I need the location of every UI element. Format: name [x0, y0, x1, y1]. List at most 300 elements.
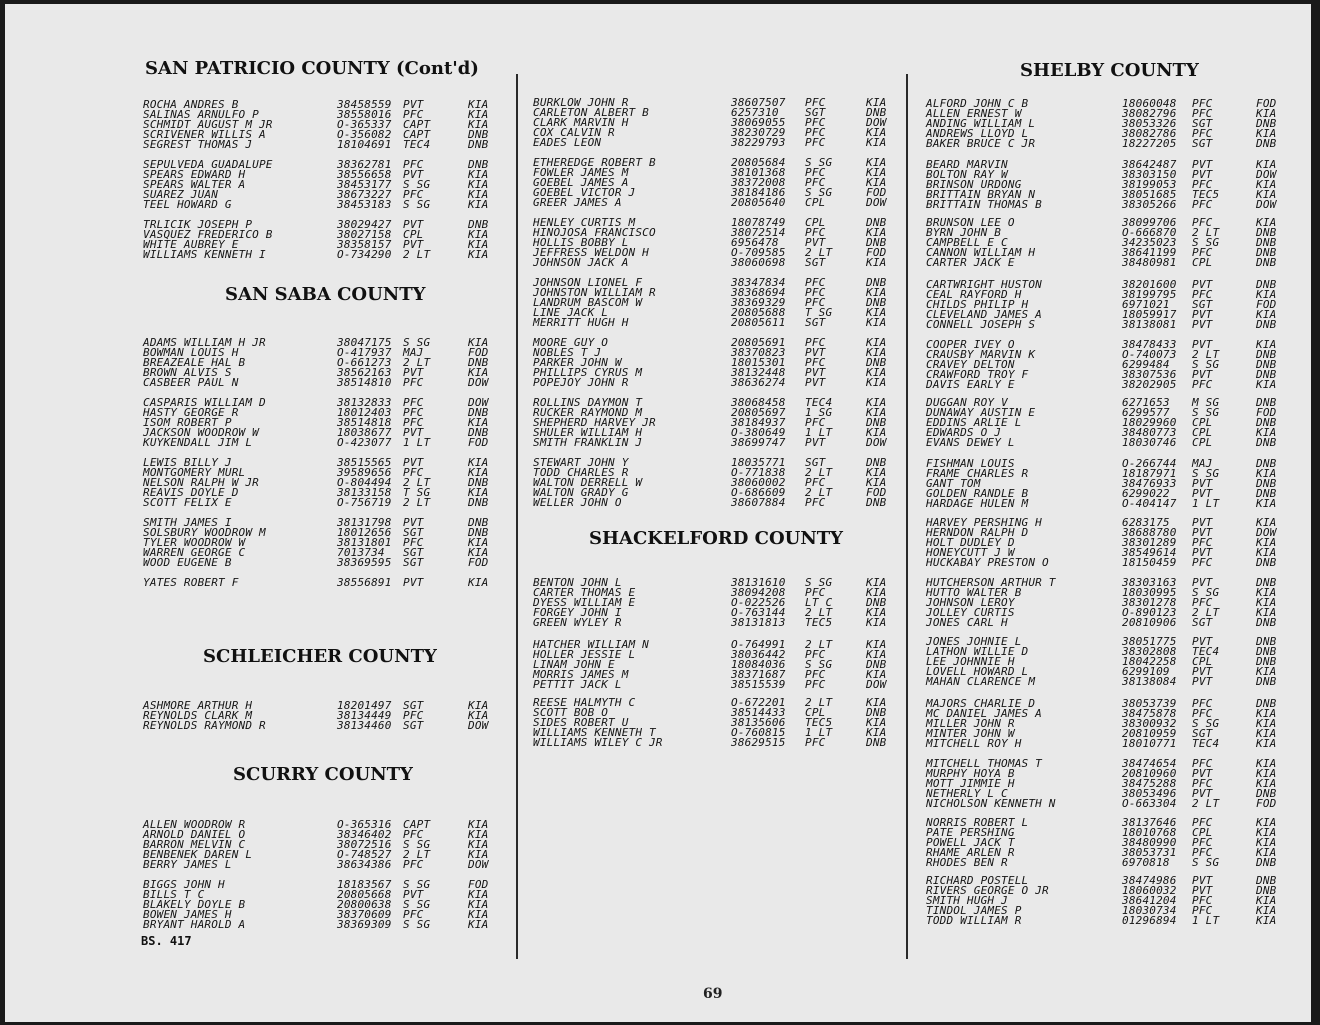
- casualty-status: KIA: [1256, 288, 1277, 301]
- casualty-row: [5, 100, 515, 110]
- rank: PFC: [1192, 816, 1213, 829]
- casualty-status: KIA: [468, 576, 489, 589]
- casualty-name: JEFFRESS WELDON H: [533, 246, 649, 259]
- casualty-name: BRITTAIN BRYAN N: [926, 188, 1036, 201]
- serial-number: 38515565: [337, 456, 392, 469]
- casualty-row: [5, 840, 515, 850]
- casualty-name: GREEN WYLEY R: [533, 616, 622, 629]
- serial-number: 38138081: [1122, 318, 1177, 331]
- rank: CPL: [1192, 655, 1213, 668]
- rank: 2 LT: [403, 496, 431, 509]
- rank: S SG: [403, 918, 431, 931]
- rank: PFC: [1192, 757, 1213, 770]
- casualty-status: KIA: [866, 716, 887, 729]
- rank: PFC: [805, 648, 826, 661]
- serial-number: 18060048: [1122, 97, 1177, 110]
- casualty-row: [910, 320, 1311, 330]
- serial-number: 18012656: [337, 526, 392, 539]
- casualty-row: [910, 618, 1311, 628]
- rank: PVT: [1192, 767, 1213, 780]
- serial-number: 38082786: [1122, 127, 1177, 140]
- casualty-name: NORRIS ROBERT L: [926, 816, 1029, 829]
- casualty-status: FOD: [866, 246, 887, 259]
- casualty-name: TRLICIK JOSEPH P: [143, 218, 253, 231]
- casualty-name: HASTY GEORGE R: [143, 406, 239, 419]
- casualty-status: DNB: [1256, 616, 1277, 629]
- serial-number: 18038677: [337, 426, 392, 439]
- rank: 2 LT: [805, 638, 833, 651]
- casualty-row: [910, 677, 1311, 687]
- rank: CPL: [1192, 416, 1213, 429]
- casualty-name: RHAME ARLEN R: [926, 846, 1015, 859]
- casualty-status: KIA: [468, 198, 489, 211]
- rank: LT C: [805, 596, 833, 609]
- rank: S SG: [1192, 358, 1220, 371]
- rank: 2 LT: [805, 606, 833, 619]
- casualty-status: KIA: [1256, 426, 1277, 439]
- casualty-name: SMITH HUGH J: [926, 894, 1008, 907]
- serial-number: 18084036: [731, 658, 786, 671]
- casualty-row: [5, 190, 515, 200]
- rank: PFC: [1192, 198, 1213, 211]
- casualty-status: KIA: [1256, 904, 1277, 917]
- serial-number: O-763144: [731, 606, 786, 619]
- rank: PFC: [403, 376, 424, 389]
- rank: S SG: [805, 186, 833, 199]
- rank: PFC: [1192, 246, 1213, 259]
- casualty-name: HERNDON RALPH D: [926, 526, 1029, 539]
- casualty-name: LEWIS BILLY J: [143, 456, 232, 469]
- rank: 1 LT: [805, 726, 833, 739]
- casualty-name: VASQUEZ FREDERICO B: [143, 228, 273, 241]
- casualty-row: [5, 538, 515, 548]
- serial-number: 18104691: [337, 138, 392, 151]
- casualty-name: ALFORD JOHN C B: [926, 97, 1029, 110]
- casualty-row: [5, 488, 515, 498]
- rank: SGT: [805, 316, 826, 329]
- casualty-name: CASPARIS WILLIAM D: [143, 396, 266, 409]
- casualty-row: [5, 458, 515, 468]
- casualty-row: [5, 721, 515, 731]
- casualty-name: MERRITT HUGH H: [533, 316, 629, 329]
- casualty-name: BERRY JAMES L: [143, 858, 232, 871]
- casualty-name: HUTTO WALTER B: [926, 586, 1022, 599]
- casualty-status: FOD: [1256, 298, 1277, 311]
- casualty-status: KIA: [1256, 546, 1277, 559]
- casualty-status: KIA: [1256, 777, 1277, 790]
- serial-number: 18015301: [731, 356, 786, 369]
- casualty-name: WALTON GRADY G: [533, 486, 629, 499]
- serial-number: 38480990: [1122, 836, 1177, 849]
- rank: SGT: [403, 719, 424, 732]
- casualty-row: [910, 858, 1311, 868]
- rank: PVT: [1192, 546, 1213, 559]
- casualty-status: DNB: [468, 218, 489, 231]
- casualty-row: [5, 910, 515, 920]
- serial-number: O-404147: [1122, 497, 1177, 510]
- rank: PFC: [1192, 536, 1213, 549]
- rank: PFC: [805, 136, 826, 149]
- casualty-status: KIA: [468, 248, 489, 261]
- rank: 1 LT: [1192, 497, 1220, 510]
- casualty-name: SHULER WILLIAM H: [533, 426, 643, 439]
- rank: 2 LT: [1192, 348, 1220, 361]
- casualty-name: MITCHELL THOMAS T: [926, 757, 1042, 770]
- casualty-status: DOW: [468, 396, 489, 409]
- rank: 1 LT: [805, 426, 833, 439]
- rank: PFC: [403, 108, 424, 121]
- serial-number: 20805684: [731, 156, 786, 169]
- serial-number: O-661273: [337, 356, 392, 369]
- casualty-name: MC DANIEL JAMES A: [926, 707, 1042, 720]
- rank: 2 LT: [403, 356, 431, 369]
- county-heading: SHELBY COUNTY: [1020, 60, 1199, 81]
- casualty-status: DNB: [1256, 675, 1277, 688]
- rank: PFC: [403, 828, 424, 841]
- casualty-row: [5, 170, 515, 180]
- casualty-name: MINTER JOHN W: [926, 727, 1015, 740]
- casualty-name: CLEVELAND JAMES A: [926, 308, 1042, 321]
- serial-number: 38556658: [337, 168, 392, 181]
- casualty-name: TINDOL JAMES P: [926, 904, 1022, 917]
- serial-number: 38082796: [1122, 107, 1177, 120]
- serial-number: 38137646: [1122, 816, 1177, 829]
- casualty-status: DOW: [866, 436, 887, 449]
- serial-number: 38699747: [731, 436, 786, 449]
- serial-number: 38094208: [731, 586, 786, 599]
- casualty-name: CONNELL JOSEPH S: [926, 318, 1036, 331]
- casualty-status: FOD: [468, 878, 489, 891]
- casualty-name: SMITH FRANKLIN J: [533, 436, 643, 449]
- casualty-name: BENBENEK DAREN L: [143, 848, 253, 861]
- casualty-status: FOD: [468, 556, 489, 569]
- casualty-row: [910, 139, 1311, 149]
- rank: PFC: [403, 908, 424, 921]
- casualty-status: KIA: [468, 486, 489, 499]
- serial-number: 18183567: [337, 878, 392, 891]
- casualty-status: KIA: [1256, 914, 1277, 927]
- serial-number: O-365316: [337, 818, 392, 831]
- rank: PVT: [1192, 884, 1213, 897]
- casualty-status: KIA: [866, 648, 887, 661]
- rank: PFC: [1192, 97, 1213, 110]
- casualty-name: HENLEY CURTIS M: [533, 216, 636, 229]
- rank: PVT: [1192, 477, 1213, 490]
- serial-number: 18010768: [1122, 826, 1177, 839]
- serial-number: 38480981: [1122, 256, 1177, 269]
- serial-number: 38132448: [731, 366, 786, 379]
- casualty-status: DNB: [1256, 457, 1277, 470]
- rank: PFC: [1192, 697, 1213, 710]
- rank: S SG: [1192, 717, 1220, 730]
- casualty-status: DNB: [1256, 697, 1277, 710]
- serial-number: 6956478: [731, 236, 779, 249]
- rank: TEC5: [805, 616, 833, 629]
- casualty-status: KIA: [1256, 596, 1277, 609]
- casualty-status: KIA: [866, 668, 887, 681]
- rank: M SG: [1192, 396, 1220, 409]
- casualty-name: HATCHER WILLIAM N: [533, 638, 649, 651]
- serial-number: 18150459: [1122, 556, 1177, 569]
- serial-number: 38101368: [731, 166, 786, 179]
- serial-number: 18035771: [731, 456, 786, 469]
- casualty-name: EADES LEON: [533, 136, 602, 149]
- rank: SGT: [805, 456, 826, 469]
- casualty-status: KIA: [1256, 188, 1277, 201]
- rank: CPL: [1192, 826, 1213, 839]
- rank: S SG: [805, 658, 833, 671]
- serial-number: 38346402: [337, 828, 392, 841]
- casualty-row: [5, 368, 515, 378]
- rank: PFC: [1192, 846, 1213, 859]
- serial-number: 38138084: [1122, 675, 1177, 688]
- casualty-status: KIA: [866, 696, 887, 709]
- casualty-name: LANDRUM BASCOM W: [533, 296, 643, 309]
- serial-number: 38514433: [731, 706, 786, 719]
- serial-number: 38688780: [1122, 526, 1177, 539]
- casualty-status: KIA: [468, 888, 489, 901]
- casualty-row: [5, 880, 515, 890]
- serial-number: 38053326: [1122, 117, 1177, 130]
- casualty-status: DNB: [1256, 576, 1277, 589]
- serial-number: 38060698: [731, 256, 786, 269]
- casualty-name: CASBEER PAUL N: [143, 376, 239, 389]
- rank: PFC: [805, 296, 826, 309]
- column-left: [5, 4, 515, 1022]
- rank: PFC: [1192, 777, 1213, 790]
- casualty-name: BRINSON URDONG: [926, 178, 1022, 191]
- casualty-status: KIA: [1256, 757, 1277, 770]
- serial-number: 38047175: [337, 336, 392, 349]
- rank: PFC: [805, 226, 826, 239]
- casualty-name: WELLER JOHN O: [533, 496, 622, 509]
- rank: PFC: [1192, 178, 1213, 191]
- casualty-row: [910, 916, 1311, 926]
- serial-number: 38132833: [337, 396, 392, 409]
- rank: SGT: [403, 546, 424, 559]
- rank: SGT: [403, 556, 424, 569]
- serial-number: 38556891: [337, 576, 392, 589]
- serial-number: 38072516: [337, 838, 392, 851]
- casualty-status: DNB: [1256, 874, 1277, 887]
- serial-number: 38199053: [1122, 178, 1177, 191]
- casualty-status: DNB: [866, 236, 887, 249]
- casualty-name: LATHON WILLIE D: [926, 645, 1029, 658]
- serial-number: O-760815: [731, 726, 786, 739]
- casualty-name: GREER JAMES A: [533, 196, 622, 209]
- rank: PFC: [403, 406, 424, 419]
- casualty-name: REAVIS DOYLE D: [143, 486, 239, 499]
- casualty-status: KIA: [468, 918, 489, 931]
- casualty-status: KIA: [866, 156, 887, 169]
- rank: PVT: [805, 436, 826, 449]
- casualty-status: DNB: [866, 106, 887, 119]
- casualty-name: JOHNSTON WILLIAM R: [533, 286, 656, 299]
- casualty-name: SCRIVENER WILLIS A: [143, 128, 266, 141]
- casualty-row: [5, 160, 515, 170]
- rank: PFC: [1192, 894, 1213, 907]
- rank: PFC: [403, 858, 424, 871]
- column-divider: [906, 74, 908, 959]
- casualty-name: WOOD EUGENE B: [143, 556, 232, 569]
- casualty-status: KIA: [468, 536, 489, 549]
- casualty-name: SMITH JAMES I: [143, 516, 232, 529]
- serial-number: O-417937: [337, 346, 392, 359]
- casualty-status: KIA: [866, 476, 887, 489]
- casualty-name: TODD CHARLES R: [533, 466, 629, 479]
- rank: 2 LT: [1192, 606, 1220, 619]
- serial-number: 18030746: [1122, 436, 1177, 449]
- casualty-status: DNB: [468, 158, 489, 171]
- rank: PFC: [805, 356, 826, 369]
- casualty-name: BOWEN JAMES H: [143, 908, 232, 921]
- casualty-status: KIA: [1256, 536, 1277, 549]
- rank: PFC: [1192, 904, 1213, 917]
- casualty-name: LINE JACK L: [533, 306, 609, 319]
- rank: PVT: [805, 236, 826, 249]
- rank: PFC: [403, 416, 424, 429]
- serial-number: 38673227: [337, 188, 392, 201]
- casualty-name: BYRN JOHN B: [926, 226, 1002, 239]
- rank: S SG: [1192, 236, 1220, 249]
- serial-number: 38131801: [337, 536, 392, 549]
- serial-number: 38072514: [731, 226, 786, 239]
- casualty-name: SPEARS EDWARD H: [143, 168, 246, 181]
- casualty-status: KIA: [866, 316, 887, 329]
- rank: 1 LT: [403, 436, 431, 449]
- rank: SGT: [1192, 727, 1213, 740]
- casualty-name: BILLS T C: [143, 888, 205, 901]
- casualty-status: KIA: [468, 188, 489, 201]
- rank: TEC4: [805, 396, 833, 409]
- rank: PVT: [1192, 368, 1213, 381]
- serial-number: 38607507: [731, 96, 786, 109]
- serial-number: O-771838: [731, 466, 786, 479]
- casualty-name: SCOTT FELIX E: [143, 496, 232, 509]
- casualty-status: KIA: [866, 136, 887, 149]
- footer-mark: BS. 417: [141, 934, 192, 948]
- serial-number: O-740073: [1122, 348, 1177, 361]
- rank: PFC: [403, 466, 424, 479]
- casualty-name: CAMPBELL E C: [926, 236, 1008, 249]
- casualty-status: KIA: [866, 396, 887, 409]
- casualty-name: ROLLINS DAYMON T: [533, 396, 643, 409]
- casualty-status: DNB: [468, 516, 489, 529]
- serial-number: 38184937: [731, 416, 786, 429]
- serial-number: 38458559: [337, 98, 392, 111]
- rank: PVT: [1192, 675, 1213, 688]
- casualty-status: DNB: [866, 658, 887, 671]
- casualty-name: NICHOLSON KENNETH N: [926, 797, 1056, 810]
- serial-number: 38369595: [337, 556, 392, 569]
- page-number: 69: [703, 986, 723, 1002]
- rank: PVT: [1192, 487, 1213, 500]
- serial-number: 38099706: [1122, 216, 1177, 229]
- casualty-name: BIGGS JOHN H: [143, 878, 225, 891]
- casualty-status: KIA: [468, 838, 489, 851]
- casualty-status: KIA: [468, 366, 489, 379]
- casualty-status: KIA: [468, 168, 489, 181]
- casualty-status: DOW: [866, 678, 887, 691]
- rank: PFC: [805, 496, 826, 509]
- casualty-status: KIA: [468, 466, 489, 479]
- casualty-row: [517, 738, 909, 748]
- casualty-status: DNB: [1256, 246, 1277, 259]
- casualty-name: FRAME CHARLES R: [926, 467, 1029, 480]
- rank: CAPT: [403, 128, 431, 141]
- serial-number: 38607884: [731, 496, 786, 509]
- county-heading: SAN PATRICIO COUNTY (Cont'd): [145, 58, 479, 79]
- rank: 2 LT: [403, 248, 431, 261]
- serial-number: O-748527: [337, 848, 392, 861]
- casualty-status: KIA: [866, 226, 887, 239]
- rank: S SG: [403, 898, 431, 911]
- serial-number: O-686609: [731, 486, 786, 499]
- casualty-status: KIA: [1256, 665, 1277, 678]
- serial-number: 38135606: [731, 716, 786, 729]
- casualty-name: COX CALVIN R: [533, 126, 615, 139]
- casualty-status: KIA: [866, 366, 887, 379]
- casualty-status: KIA: [866, 286, 887, 299]
- casualty-row: [910, 438, 1311, 448]
- casualty-row: [5, 558, 515, 568]
- rank: PFC: [403, 709, 424, 722]
- serial-number: 38029427: [337, 218, 392, 231]
- serial-number: 38202905: [1122, 378, 1177, 391]
- rank: PFC: [403, 158, 424, 171]
- casualty-row: [5, 250, 515, 260]
- county-heading: SCHLEICHER COUNTY: [203, 646, 437, 667]
- casualty-name: PETTIT JACK L: [533, 678, 622, 691]
- casualty-row: [517, 438, 909, 448]
- serial-number: 18060032: [1122, 884, 1177, 897]
- casualty-status: KIA: [1256, 816, 1277, 829]
- serial-number: 38133158: [337, 486, 392, 499]
- casualty-row: [5, 408, 515, 418]
- casualty-name: POPEJOY JOHN R: [533, 376, 629, 389]
- casualty-status: FOD: [1256, 797, 1277, 810]
- column-divider: [516, 74, 518, 959]
- rank: S SG: [403, 838, 431, 851]
- casualty-name: PARKER JOHN W: [533, 356, 622, 369]
- rank: CPL: [403, 228, 424, 241]
- rank: S SG: [805, 156, 833, 169]
- rank: PVT: [1192, 665, 1213, 678]
- casualty-status: FOD: [468, 436, 489, 449]
- casualty-name: KUYKENDALL JIM L: [143, 436, 253, 449]
- casualty-row: [5, 498, 515, 508]
- casualty-name: EDWARDS O J: [926, 426, 1002, 439]
- serial-number: 38372008: [731, 176, 786, 189]
- casualty-name: HARDAGE HULEN M: [926, 497, 1029, 510]
- rank: PFC: [805, 116, 826, 129]
- casualty-status: KIA: [1256, 216, 1277, 229]
- rank: SGT: [1192, 117, 1213, 130]
- casualty-row: [5, 920, 515, 930]
- casualty-name: BRUNSON LEE O: [926, 216, 1015, 229]
- casualty-name: FOWLER JAMES M: [533, 166, 629, 179]
- casualty-status: DNB: [1256, 477, 1277, 490]
- rank: PVT: [403, 98, 424, 111]
- serial-number: 38053496: [1122, 787, 1177, 800]
- casualty-name: HOLLIS BOBBY L: [533, 236, 629, 249]
- casualty-name: LINAM JOHN E: [533, 658, 615, 671]
- rank: S SG: [1192, 406, 1220, 419]
- casualty-name: CARLETON ALBERT B: [533, 106, 649, 119]
- casualty-name: CEAL RAYFORD H: [926, 288, 1022, 301]
- serial-number: 38036442: [731, 648, 786, 661]
- casualty-name: HOLLER JESSIE L: [533, 648, 636, 661]
